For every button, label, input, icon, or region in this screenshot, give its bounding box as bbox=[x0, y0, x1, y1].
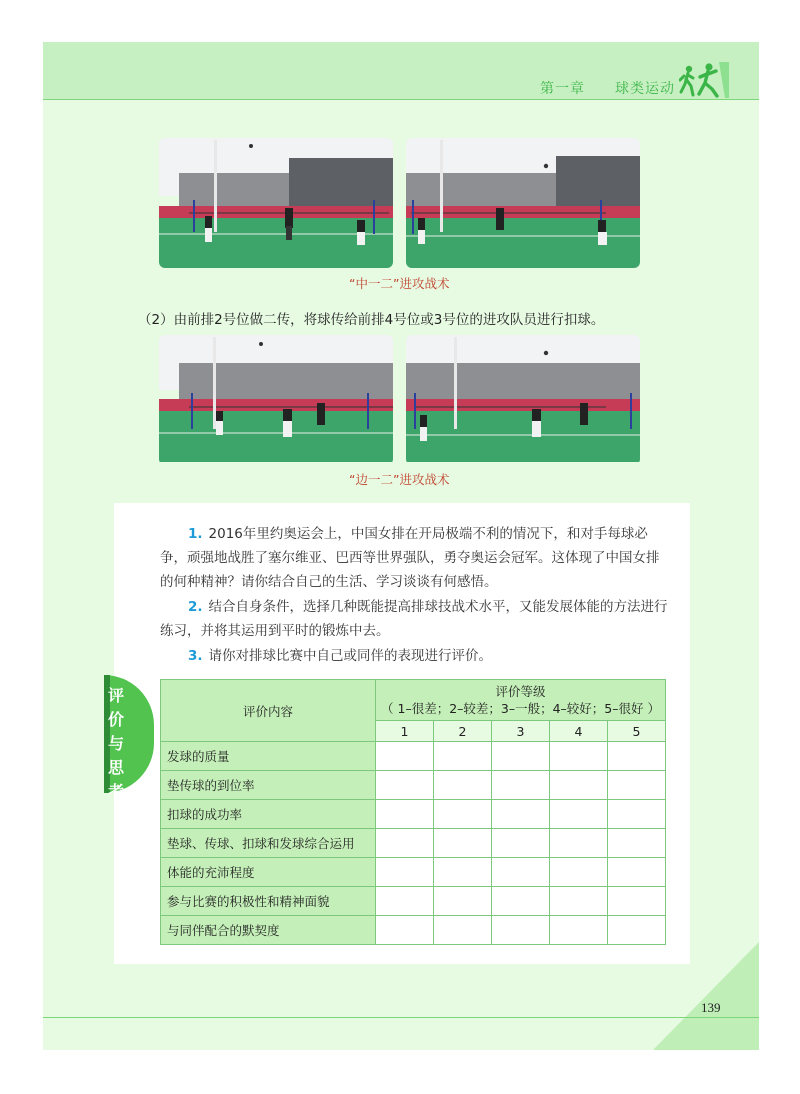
textbook-page bbox=[43, 42, 759, 1050]
corner-decoration bbox=[653, 942, 759, 1050]
rating-cell bbox=[608, 829, 666, 858]
grade-2: 2 bbox=[434, 721, 492, 742]
rating-cell bbox=[608, 771, 666, 800]
table-row bbox=[161, 916, 666, 945]
rating-cell bbox=[550, 742, 608, 771]
caption-zhong-yi-er: “中一二”进攻战术 bbox=[349, 276, 450, 291]
table-row bbox=[161, 829, 666, 858]
evaluation-table bbox=[160, 679, 666, 945]
question-1-number: 1. bbox=[188, 526, 203, 542]
question-1-text: 2016年里约奥运会上，中国女排在开局极端不利的情况下，和对手每球必争，顽强地战胜了塞尔维亚、巴西等世界强队，勇夺奥运会冠军。这体现了中国女排的何种精神？请你结合自己的生活、学习谈谈有何感悟。 bbox=[160, 526, 660, 590]
grade-5: 5 bbox=[608, 721, 666, 742]
rating-cell bbox=[492, 858, 550, 887]
header-divider bbox=[43, 99, 759, 100]
row-label: 体能的充沛程度 bbox=[161, 858, 376, 887]
rating-cell bbox=[434, 829, 492, 858]
row-label: 与同伴配合的默契度 bbox=[161, 916, 376, 945]
grade-3: 3 bbox=[492, 721, 550, 742]
question-1 bbox=[160, 522, 672, 594]
question-3-number: 3. bbox=[188, 648, 203, 664]
grade-4: 4 bbox=[550, 721, 608, 742]
chapter-number: 第一章 bbox=[540, 81, 585, 97]
table-row bbox=[161, 800, 666, 829]
row-label: 参与比赛的积极性和精神面貌 bbox=[161, 887, 376, 916]
rating-cell bbox=[492, 887, 550, 916]
table-row bbox=[161, 887, 666, 916]
rating-cell bbox=[376, 916, 434, 945]
question-3 bbox=[160, 644, 672, 668]
rating-cell bbox=[608, 916, 666, 945]
rating-cell bbox=[434, 887, 492, 916]
rating-cell bbox=[550, 858, 608, 887]
rating-cell bbox=[434, 742, 492, 771]
footer-divider bbox=[43, 1017, 759, 1018]
chapter-title: 球类运动 bbox=[615, 81, 675, 97]
photo-zhong-yi-er-1 bbox=[159, 138, 393, 268]
rating-cell bbox=[376, 829, 434, 858]
table-row bbox=[161, 858, 666, 887]
rating-cell bbox=[376, 771, 434, 800]
rating-cell bbox=[376, 887, 434, 916]
question-3-text: 请你对排球比赛中自己或同伴的表现进行评价。 bbox=[208, 648, 493, 664]
rating-cell bbox=[608, 887, 666, 916]
row-label: 垫传球的到位率 bbox=[161, 771, 376, 800]
question-2 bbox=[160, 595, 672, 643]
rating-cell bbox=[492, 771, 550, 800]
rating-cell bbox=[492, 800, 550, 829]
photo-bian-yi-er-2 bbox=[406, 335, 640, 465]
row-label: 扣球的成功率 bbox=[161, 800, 376, 829]
side-tab-label: 评价与思考 bbox=[107, 686, 124, 801]
row-label: 垫球、传球、扣球和发球综合运用 bbox=[161, 829, 376, 858]
table-header-item: 评价内容 bbox=[161, 680, 376, 742]
question-2-text: 结合自身条件，选择几种既能提高排球技战术水平，又能发展体能的方法进行练习，并将其运用到平时的锻炼中去。 bbox=[160, 599, 668, 639]
running-players-icon bbox=[679, 62, 729, 98]
rating-cell bbox=[608, 858, 666, 887]
rating-cell bbox=[492, 829, 550, 858]
grade-scale: （ 1–很差；2–较差；3–一般；4–较好；5–很好 ） bbox=[381, 701, 660, 716]
question-2-number: 2. bbox=[188, 599, 203, 615]
rating-cell bbox=[492, 742, 550, 771]
rating-cell bbox=[608, 800, 666, 829]
rating-cell bbox=[550, 829, 608, 858]
rating-cell bbox=[550, 916, 608, 945]
rating-cell bbox=[434, 916, 492, 945]
rating-cell bbox=[608, 742, 666, 771]
tactic-description-2: （2）由前排2号位做二传，将球传给前排4号位或3号位的进攻队员进行扣球。 bbox=[138, 312, 605, 328]
caption-bian-yi-er: “边一二”进攻战术 bbox=[349, 472, 450, 487]
rating-cell bbox=[550, 887, 608, 916]
page-number: 139 bbox=[701, 1000, 721, 1015]
rating-cell bbox=[376, 800, 434, 829]
photo-zhong-yi-er-2 bbox=[406, 138, 640, 268]
rating-cell bbox=[434, 800, 492, 829]
rating-cell bbox=[550, 771, 608, 800]
row-label: 发球的质量 bbox=[161, 742, 376, 771]
rating-cell bbox=[376, 858, 434, 887]
rating-cell bbox=[492, 916, 550, 945]
table-row bbox=[161, 771, 666, 800]
grade-header-title: 评价等级 bbox=[495, 684, 546, 699]
table-header-grade bbox=[376, 680, 666, 721]
photo-bian-yi-er-1 bbox=[159, 335, 393, 465]
rating-cell bbox=[434, 771, 492, 800]
grade-1: 1 bbox=[376, 721, 434, 742]
rating-cell bbox=[434, 858, 492, 887]
rating-cell bbox=[550, 800, 608, 829]
rating-cell bbox=[376, 742, 434, 771]
table-row bbox=[161, 742, 666, 771]
